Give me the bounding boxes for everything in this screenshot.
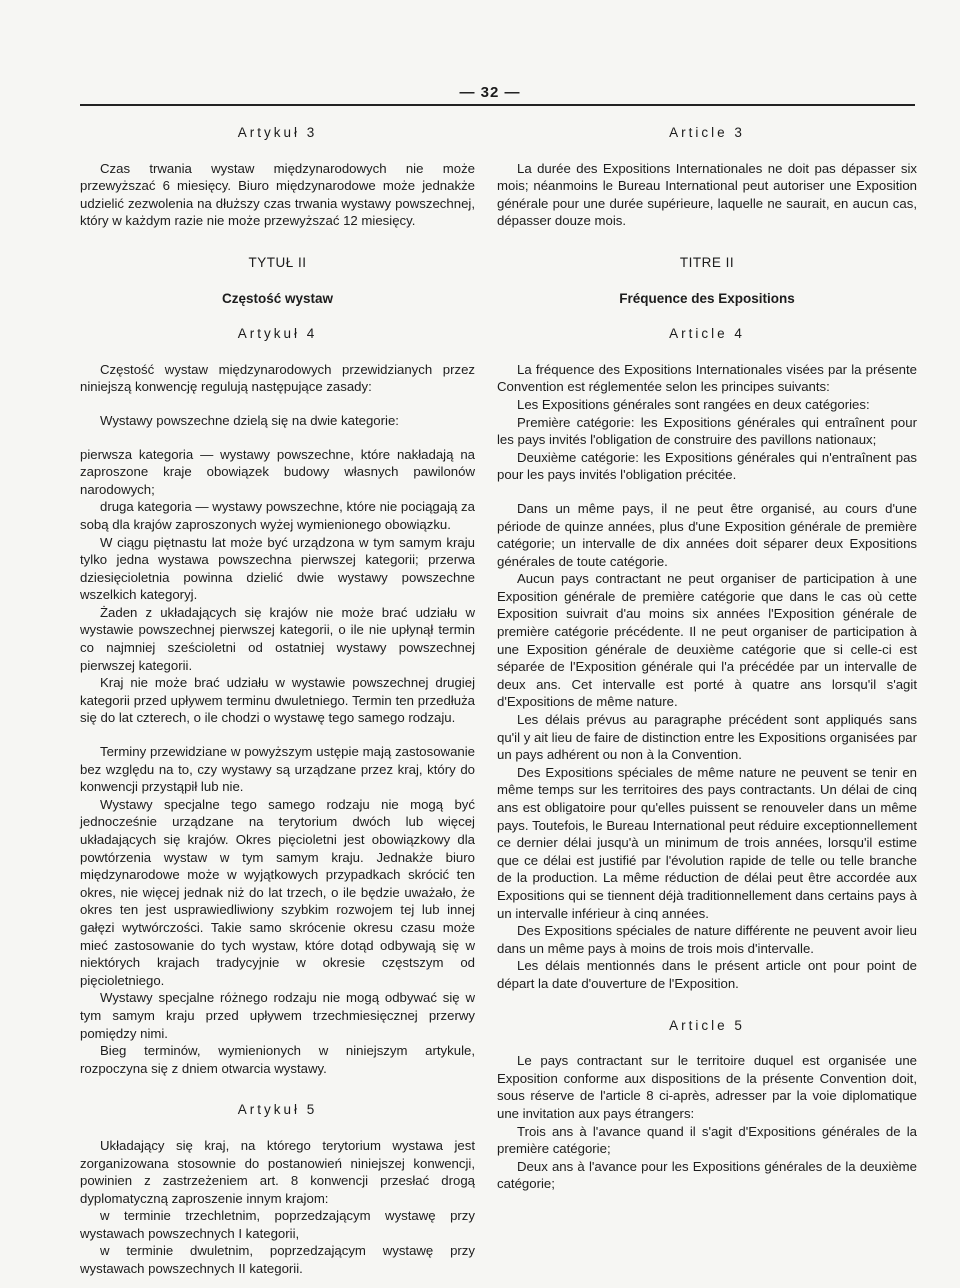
fr-article-5-heading: Article 5 xyxy=(669,1017,745,1033)
pl-article-4-paragraph: Żaden z układających się krajów nie może brać udziału w wystawie powszechnej pierwszej kategorii, o ile nie upłynął termin co najmniej sześcioletni od ostatniej wystawy powszechnej pierwszej kategorii. xyxy=(80,604,475,673)
fr-article-3-text: La durée des Expositions Internationales ne doit pas dépasser six mois; néanmoins le Bureau International peut autoriser une Exposition générale pour une durée supérieure, laquelle ne saurait, en aucun cas, dépasser douze mois. xyxy=(497,160,917,229)
fr-article-4-paragraph: Première catégorie: les Expositions générales qui entraînent pour les pays invités l'obligation de construire des pavillons nationaux; xyxy=(497,414,917,448)
fr-article-5-paragraph: Deux ans à l'avance pour les Expositions générales de la deuxième catégorie; xyxy=(497,1158,917,1192)
pl-article-3-heading: Artykuł 3 xyxy=(237,125,318,140)
pl-title-2-subtitle: Częstość wystaw xyxy=(221,290,334,306)
fr-article-4-paragraph: La fréquence des Expositions Internationales visées par la présente Convention est réglementée selon les principes suivants: xyxy=(497,361,917,395)
french-column xyxy=(497,124,917,1193)
fr-article-4-paragraph: Des Expositions spéciales de même nature ne peuvent se tenir en même temps sur les territoires des pays contractants. Un délai de cinq ans est obligatoire pour qu'elles puissent se renouveler dans un même pays. Toutefois, le Bureau International peut réduire exceptionnellement ce dernier délai jusqu'à un minimum de trois années, lorsqu'il estime que ce délai est justifié par l'évolution rapide de telle ou telle branche de la production. La même réduction de délai peut être accordée aux Expositions qui se tiennent déjà traditionnellement dans certains pays à un intervalle inférieur à cinq années. xyxy=(497,764,917,921)
fr-article-4-heading: Article 4 xyxy=(669,326,745,342)
pl-article-4-paragraph: Wystawy powszechne dzielą się na dwie kategorie: xyxy=(100,412,399,428)
fr-article-4-paragraph: Les délais mentionnés dans le présent article ont pour point de départ la date d'ouverture de l'Exposition. xyxy=(497,958,917,991)
pl-article-5-heading: Artykuł 5 xyxy=(237,1102,318,1118)
pl-article-4-paragraph: druga kategoria — wystawy powszechne, które nie pociągają za sobą dla krajów zaproszonych wyżej wymienionego obowiązku. xyxy=(80,499,475,532)
pl-article-5-paragraph: w terminie trzechletnim, poprzedzającym wystawę przy wystawach powszechnych I kategorii, xyxy=(80,1208,475,1241)
pl-article-4-paragraph: Kraj nie może brać udziału w wystawie powszechnej drugiej kategorii przed upływem terminu dwuletniego. Termin ten przedłuża się do lat czterech, o ile chodzi o wystawę tego samego rodzaju. xyxy=(80,675,475,726)
pl-article-4-heading: Artykuł 4 xyxy=(237,326,318,342)
pl-article-3-text: Czas trwania wystaw międzynarodowych nie może przewyższać 6 miesięcy. Biuro międzynarodowe może jednakże udzielić zezwolenia na dłuższy czas trwania wystawy powszechnej, który w każdym razie nie może przewyższać 12 miesięcy. xyxy=(80,160,475,229)
fr-article-4-paragraph: Deuxième catégorie: les Expositions générales qui n'entraînent pas pour les pays invités l'obligation précitée. xyxy=(497,449,917,483)
pl-article-4-paragraph: Częstość wystaw międzynarodowych przewidzianych przez niniejszą konwencję regulują następujące zasady: xyxy=(80,361,475,395)
fr-article-4-paragraph: Des Expositions spéciales de nature différente ne peuvent avoir lieu dans un même pays à moins de trois mois d'intervalle. xyxy=(497,923,917,956)
pl-article-5-paragraph: Układający się kraj, na którego terytorium wystawa jest zorganizowana stosownie do postanowień niniejszej konwencji, powinien z zastrzeżeniem art. 8 konwencji przesłać drogą dyplomatyczną zaproszenie innym krajom: xyxy=(80,1137,475,1206)
fr-article-3-heading: Article 3 xyxy=(669,125,745,140)
fr-article-4-paragraph: Les délais prévus au paragraphe précédent sont appliqués sans qu'il y ait lieu de faire de distinction entre les Expositions organisées par un pays adhérent ou non à la Convention. xyxy=(497,712,917,763)
fr-article-5-paragraph: Le pays contractant sur le territoire duquel est organisée une Exposition conforme aux dispositions de la présente Convention doit, sous réserve de l'article 8 ci-après, adresser par la voie diplomatique une invitation aux pays étrangers: xyxy=(497,1053,917,1121)
polish-column xyxy=(80,124,475,1278)
fr-article-4-paragraph: Les Expositions générales sont rangées en deux catégories: xyxy=(517,396,870,412)
pl-article-4-paragraph: Bieg terminów, wymienionych w niniejszym artykule, rozpoczyna się z dniem otwarcia wystawy. xyxy=(80,1043,475,1076)
pl-article-4-paragraph: Wystawy specjalne tego samego rodzaju nie mogą być jednocześnie urządzane na terytorium dwóch lub więcej układających się krajów. Okres pięcioletni jest obowiązkowy dla powtórzenia wystaw w tym samym kraju. Jednakże biuro międzynarodowe może w wyjątkowych przypadkach skrócić ten okres, nie więcej jednak niż do lat trzech, o ile będzie uważało, że okres ten jest usprawiedliwiony szybkim rozwojem tej lub innej gałęzi wytwórczości. Takie samo skrócenie okresu czasu może mieć zastosowanie do tych wystaw, które dotąd odbywają się w niektórych krajach tradycyjnie w okresie częstszym od pięcioletniego. xyxy=(80,796,475,988)
fr-article-4-paragraph: Aucun pays contractant ne peut organiser de participation à une Exposition générale de première catégorie que dans le cas où cette Exposition suivrait d'au moins six années l'Exposition générale de première catégorie précédente. Il ne peut organiser de participation à une Exposition générale de deuxième catégorie que si celle-ci est séparée de l'Exposition générale qui l'a précédée par un intervalle de deux ans. Cet intervalle est porté à quatre ans lorsqu'il s'agit d'Expositions de même nature. xyxy=(497,571,917,710)
header-rule xyxy=(80,104,915,106)
fr-title-2: TITRE II xyxy=(679,254,735,270)
pl-article-4-paragraph: Terminy przewidziane w powyższym ustępie mają zastosowanie bez względu na to, czy wystawy są urządzane przez kraj, który do konwencji przystąpił lub nie. xyxy=(80,744,475,795)
page-number: — 32 — xyxy=(459,84,521,101)
fr-title-2-subtitle: Fréquence des Expositions xyxy=(619,290,795,306)
pl-article-4-paragraph: W ciągu piętnastu lat może być urządzona w tym samym kraju tylko jedna wystawa powszechna pierwszej kategorii; przerwa dziesięcioletnia powinna dzielić dwie wystawy powszechne wszelkich kategoryj. xyxy=(80,534,475,603)
fr-article-4-paragraph: Dans un même pays, il ne peut être organisé, au cours d'une période de quinze années, plus d'une Exposition générale de première catégorie; un intervalle de dix années doit séparer deux Expositions générales de toute catégorie. xyxy=(497,500,917,569)
pl-article-5-paragraph: w terminie dwuletnim, poprzedzającym wystawę przy wystawach powszechnych II kategorii. xyxy=(80,1243,475,1277)
fr-article-5-paragraph: Trois ans à l'avance quand il s'agit d'Expositions générales de la première catégorie; xyxy=(497,1123,917,1157)
pl-title-2: TYTUŁ II xyxy=(248,254,307,270)
pl-article-4-paragraph: pierwsza kategoria — wystawy powszechne, które nakładają na zaproszone kraje obowiązek budowy własnych pawilonów narodowych; xyxy=(80,446,475,497)
pl-article-4-paragraph: Wystawy specjalne różnego rodzaju nie mogą odbywać się w tym samym kraju przed upływem trzechmiesięcznej przerwy pomiędzy nimi. xyxy=(80,990,475,1041)
